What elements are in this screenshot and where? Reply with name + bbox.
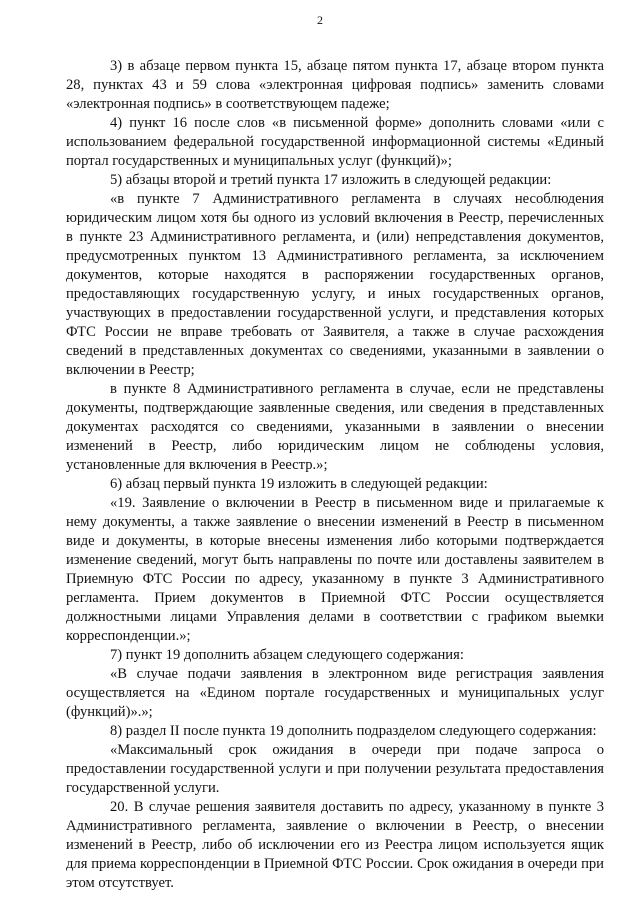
paragraph-quoted-subsection-title: «Максимальный срок ожидания в очереди при подаче запроса о предоставлении государственной услуги и при получении результата предоставления государственной услуги. (66, 742, 604, 796)
paragraph-quoted-point-7: «в пункте 7 Административного регламента в случаях несоблюдения юридическим лицом хотя бы одного из условий включения в Реестр, перечисленных в пункте 23 Административного регламента, и (или) непредставления документов, предусмотренных пунктом 13 Административного регламента, за исключением документов, которые находятся в распоряжении государственных органов, предоставляющих государственную услугу, и иных государственных органов, участвующих в предоставлении государственной услуги, и представления которых ФТС России не вправе требовать от Заявителя, а также в случае расхождения сведений в представленных документах со сведениями, указанными в заявлении о включении в Реестр; (66, 191, 604, 378)
paragraph-amendment-4: 4) пункт 16 после слов «в письменной форме» дополнить словами «или с использованием федеральной государственной информационной системы «Единый портал государственных и муниципальных услуг (функций)»; (66, 115, 604, 169)
document-body (66, 57, 604, 893)
paragraph-quoted-electronic: «В случае подачи заявления в электронном виде регистрация заявления осуществляется на «Едином портале государственных и муниципальных услуг (функций)».»; (66, 666, 604, 720)
paragraph-quoted-point-19: «19. Заявление о включении в Реестр в письменном виде и прилагаемые к нему документы, а также заявление о внесении изменений в Реестр в письменном виде и документы, в которые внесены изменения либо которыми подтверждается изменение сведений, могут быть направлены по почте или доставлены заявителем в Приемную ФТС России по адресу, указанному в пункте 3 Административного регламента. Прием документов в Приемной ФТС России осуществляется должностными лицами Управления делами в соответствии с графиком выемки корреспонденции.»; (66, 495, 604, 644)
paragraph-quoted-point-8: в пункте 8 Административного регламента в случае, если не представлены документы, подтверждающие заявленные сведения, или сведения в представленных документах расходятся со сведениями, указанными в заявлении о внесении изменений в Реестр, либо юридическим лицом не соблюдены условия, установленные для включения в Реестр.»; (66, 381, 604, 473)
paragraph-amendment-8: 8) раздел II после пункта 19 дополнить подразделом следующего содержания: (110, 723, 597, 739)
paragraph-amendment-6: 6) абзац первый пункта 19 изложить в следующей редакции: (110, 476, 488, 492)
paragraph-amendment-7: 7) пункт 19 дополнить абзацем следующего содержания: (110, 647, 464, 663)
paragraph-point-20: 20. В случае решения заявителя доставить по адресу, указанному в пункте 3 Административного регламента, заявление о включении в Реестр, о внесении изменений в Реестр, либо об исключении его из Реестра лицом используется ящик для приема корреспонденции в Приемной ФТС России. Срок ожидания в очереди при этом отсутствует. (66, 799, 604, 891)
page-number: 2 (317, 13, 323, 27)
paragraph-amendment-3: 3) в абзаце первом пункта 15, абзаце пятом пункта 17, абзаце втором пункта 28, пунктах 43 и 59 слова «электронная цифровая подпись» заменить словами «электронная подпись» в соответствующем падеже; (66, 58, 604, 112)
paragraph-amendment-5: 5) абзацы второй и третий пункта 17 изложить в следующей редакции: (110, 172, 552, 188)
